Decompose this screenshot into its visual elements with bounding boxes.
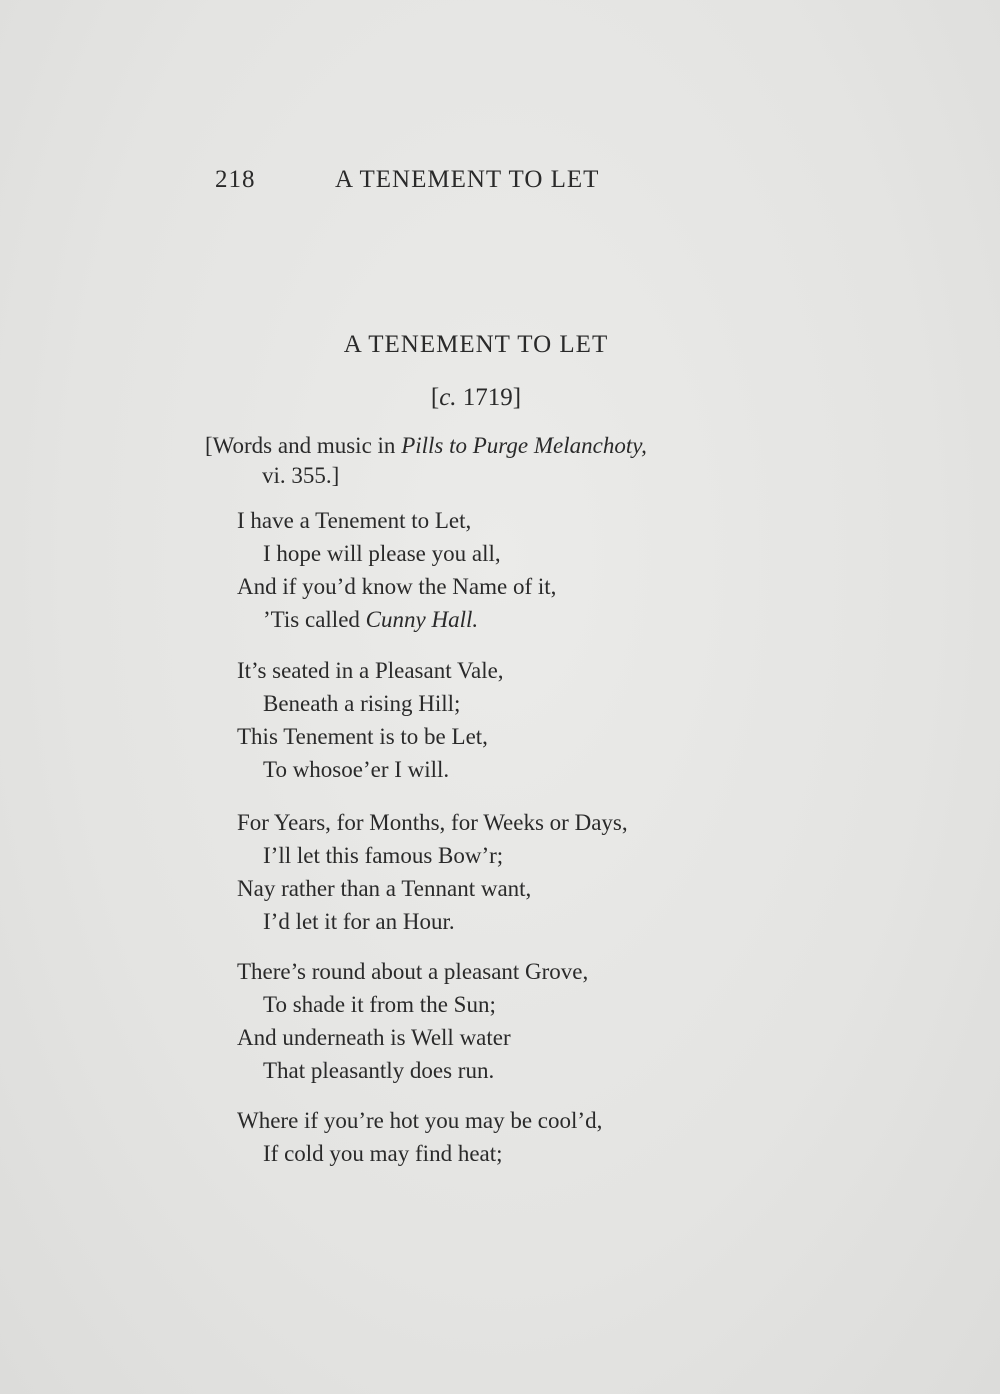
- stanza-3: [237, 806, 628, 938]
- poem-date: [0, 384, 952, 412]
- stanza-4: [237, 955, 588, 1087]
- verse-line: For Years, for Months, for Weeks or Days,: [237, 810, 628, 835]
- verse-italic-place-name: Cunny Hall.: [365, 607, 479, 632]
- verse-line: Where if you’re hot you may be cool’d,: [237, 1108, 603, 1133]
- verse-line: Nay rather than a Tennant want,: [237, 876, 532, 901]
- verse-line: That pleasantly does run.: [263, 1058, 495, 1083]
- date-year: 1719]: [462, 384, 522, 411]
- verse-line: I’ll let this famous Bow’r;: [263, 843, 504, 868]
- verse-line-start: ’Tis called: [263, 607, 366, 632]
- verse-line: There’s round about a pleasant Grove,: [237, 959, 589, 984]
- verse-line: I’d let it for an Hour.: [263, 909, 455, 934]
- verse-line: And if you’d know the Name of it,: [237, 574, 557, 599]
- source-note: [205, 431, 765, 491]
- verse-line: If cold you may find heat;: [263, 1141, 503, 1166]
- stanza-2: [237, 654, 504, 786]
- verse-line: I hope will please you all,: [263, 541, 501, 566]
- verse-line: To whosoe’er I will.: [263, 757, 450, 782]
- poem-title: A TENEMENT TO LET: [343, 331, 609, 358]
- verse-line: And underneath is Well water: [237, 1025, 511, 1050]
- stanza-5: [237, 1104, 602, 1170]
- verse-line: Beneath a rising Hill;: [263, 691, 461, 716]
- page-number: 218: [215, 166, 256, 193]
- date-bracket: [: [430, 384, 440, 411]
- stanza-1: [237, 504, 556, 636]
- running-head-title: A TENEMENT TO LET: [335, 166, 600, 193]
- source-note-book-title: Pills to Purge Melanchoty,: [401, 433, 647, 458]
- verse-line: [237, 603, 556, 636]
- source-note-line-2: vi. 355.]: [262, 463, 340, 488]
- verse-line: I have a Tenement to Let,: [237, 508, 472, 533]
- source-note-line-1: [205, 431, 765, 461]
- source-note-prefix: [Words and music in: [205, 433, 402, 458]
- verse-line: This Tenement is to be Let,: [237, 724, 488, 749]
- date-circa: c.: [439, 384, 457, 411]
- verse-line: To shade it from the Sun;: [263, 992, 496, 1017]
- verse-line: It’s seated in a Pleasant Vale,: [237, 658, 504, 683]
